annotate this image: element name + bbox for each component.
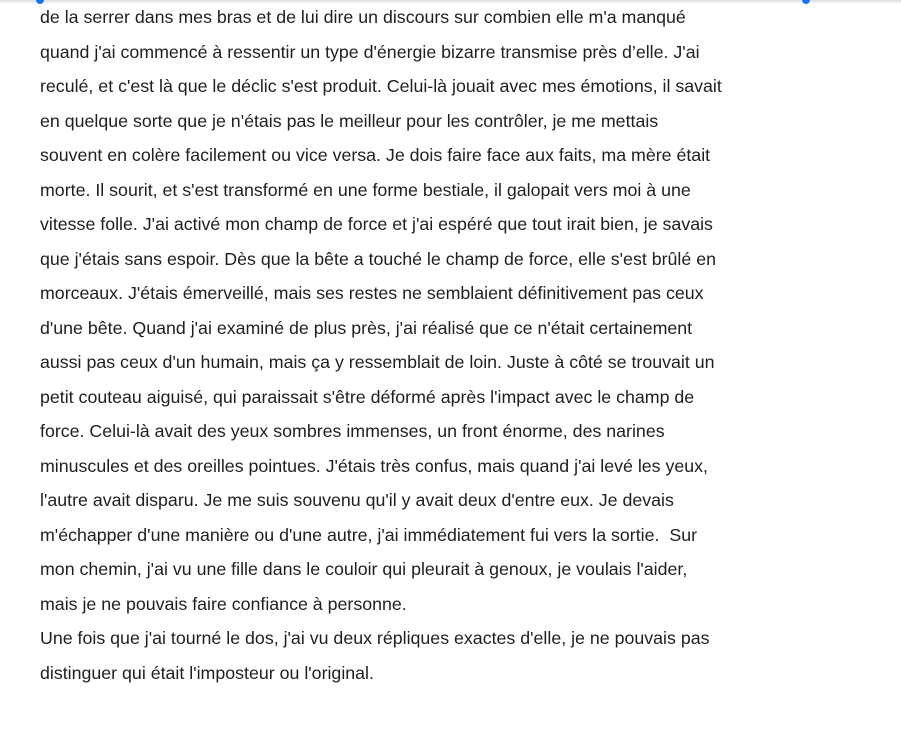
text-line: que j'étais sans espoir. Dès que la bête a touché le champ de force, elle s'est brûlé en (40, 248, 716, 269)
text-line: Une fois que j'ai tourné le dos, j'ai vu deux répliques exactes d'elle, je ne pouvais pas (40, 628, 710, 648)
text-line: distinguer qui était l'imposteur ou l'original. (40, 662, 374, 683)
text-line: minuscules et des oreilles pointues. J'étais très confus, mais quand j'ai levé les yeux, (40, 455, 708, 476)
text-line: en quelque sorte que je n'étais pas le meilleur pour les contrôler, je me mettais (40, 110, 659, 131)
text-line: morceaux. J'étais émerveillé, mais ses restes ne semblaient définitivement pas ceux (40, 283, 704, 303)
text-line: aussi pas ceux d'un humain, mais ça y ressemblait de loin. Juste à côté se trouvait un (40, 352, 715, 372)
text-line: petit couteau aiguisé, qui paraissait s'être déformé après l'impact avec le champ de (40, 386, 695, 407)
text-line: m'échapper d'une manière ou d'une autre, j'ai immédiatement fui vers la sortie. Sur (40, 524, 698, 545)
text-line: d'une bête. Quand j'ai examiné de plus près, j'ai réalisé que ce n'était certainement (40, 317, 693, 338)
text-line: l'autre avait disparu. Je me suis souvenu qu'il y avait deux d'entre eux. Je devais (40, 490, 674, 510)
text-line: reculé, et c'est là que le déclic s'est produit. Celui-là jouait avec mes émotions, il savait (40, 76, 722, 96)
text-line: de la serrer dans mes bras et de lui dire un discours sur combien elle m'a manqué (40, 7, 686, 27)
text-line: vitesse folle. J'ai activé mon champ de force et j'ai espéré que tout irait bien, je savais (40, 214, 713, 234)
text-line: quand j'ai commencé à ressentir un type d'énergie bizarre transmise près d’elle. J'ai (40, 41, 700, 62)
text-line: mon chemin, j'ai vu une fille dans le couloir qui pleurait à genoux, je voulais l'aider, (40, 559, 688, 579)
text-line: force. Celui-là avait des yeux sombres immenses, un front énorme, des narines (40, 421, 665, 441)
text-line: mais je ne pouvais faire confiance à personne. (40, 593, 407, 614)
document-body[interactable] (40, 0, 820, 690)
text-line: souvent en colère facilement ou vice versa. Je dois faire face aux faits, ma mère était (40, 145, 711, 165)
text-line: morte. Il sourit, et s'est transformé en une forme bestiale, il galopait vers moi à une (40, 179, 691, 200)
